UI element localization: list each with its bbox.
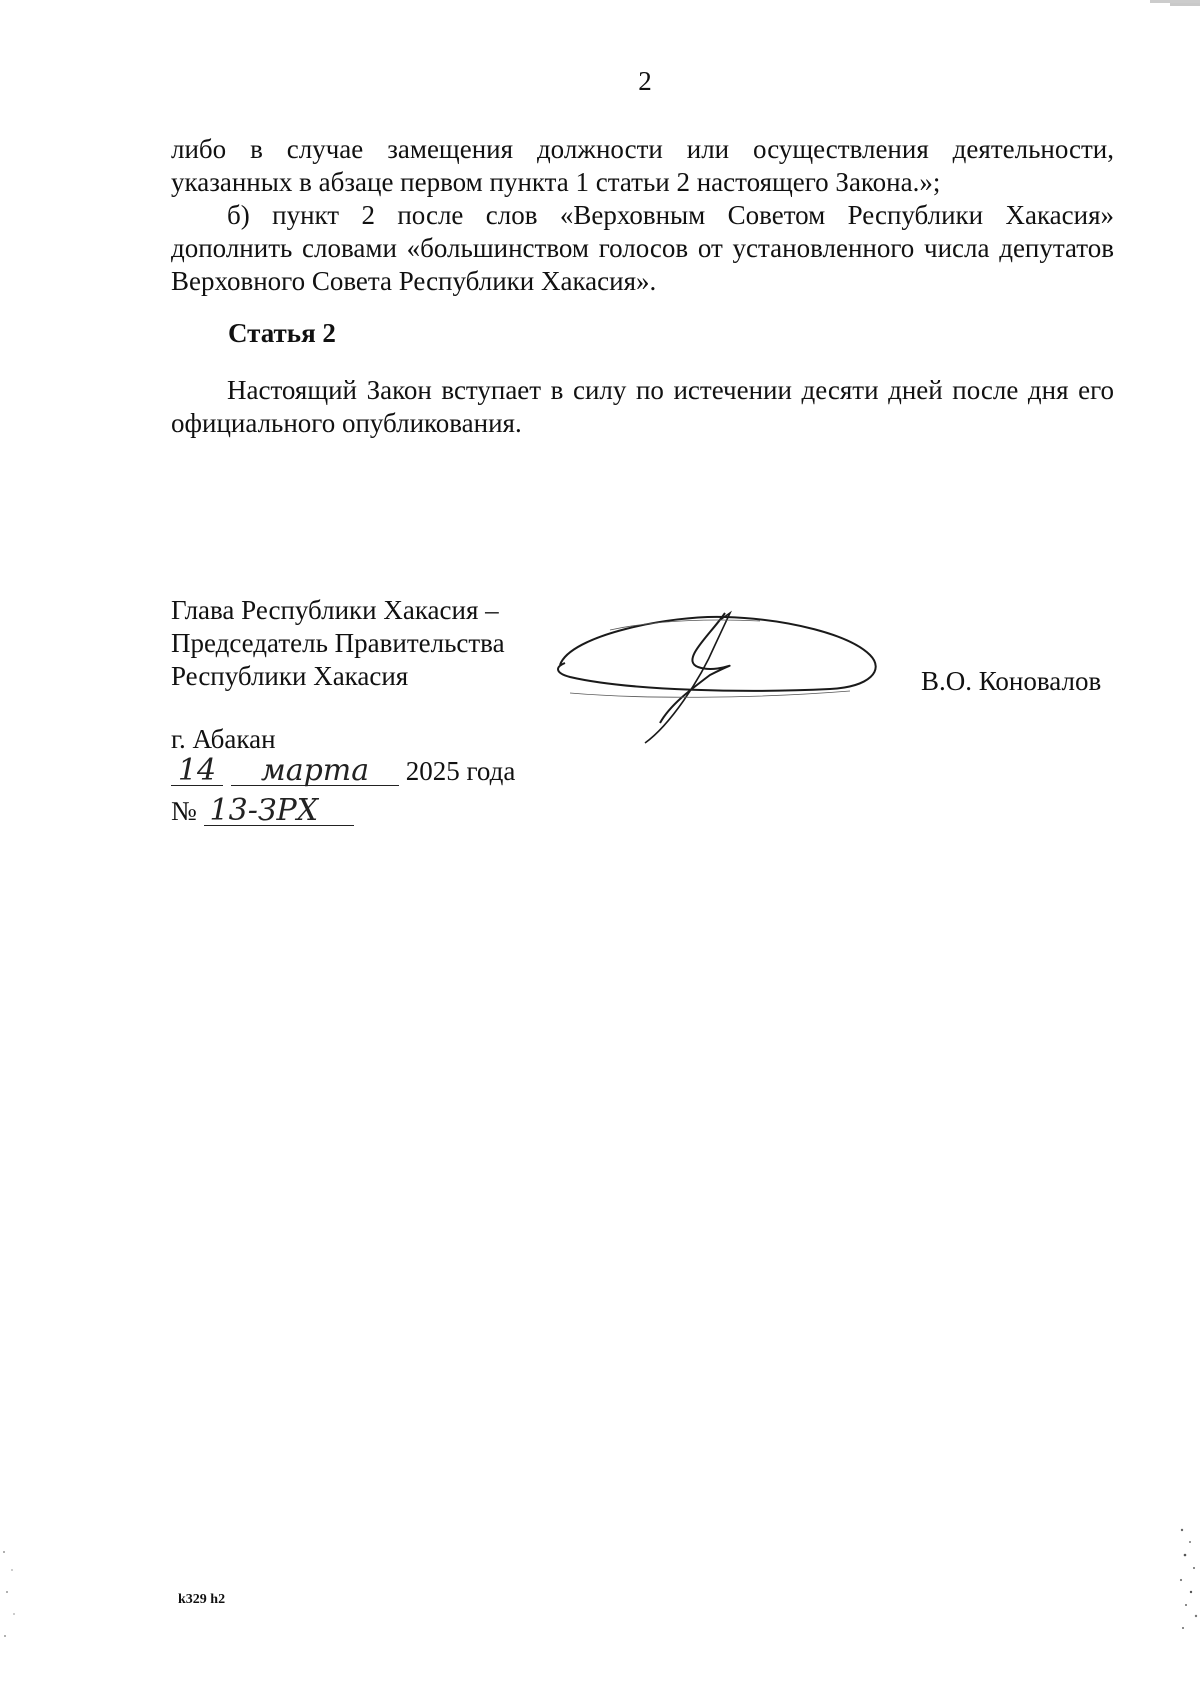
handwritten-day: 14 bbox=[171, 757, 223, 786]
article-heading: Статья 2 bbox=[228, 318, 336, 348]
date-year: 2025 года bbox=[405, 756, 516, 786]
body-text-article-2 bbox=[171, 374, 1114, 440]
signer-name: В.О. Коновалов bbox=[921, 666, 1102, 696]
scan-noise-left-edge bbox=[0, 1540, 20, 1660]
paragraph-effective-date: Настоящий Закон вступает в силу по истечении десяти дней после дня его официального опубликования. bbox=[171, 375, 1114, 438]
date-line bbox=[171, 753, 516, 788]
body-text-top bbox=[171, 133, 1114, 298]
place: г. Абакан bbox=[171, 724, 276, 754]
handwritten-signature bbox=[550, 605, 890, 755]
number-prefix: № bbox=[171, 796, 197, 826]
signatory-title-line3: Республики Хакасия bbox=[171, 661, 409, 691]
footer-code: k329 h2 bbox=[178, 1592, 226, 1607]
handwritten-month: марта bbox=[231, 757, 399, 786]
page-number: 2 bbox=[638, 66, 652, 96]
signatory-title-line1: Глава Республики Хакасия – bbox=[171, 595, 499, 625]
handwritten-law-number: 13-ЗРХ bbox=[204, 797, 354, 826]
paragraph-continuation: либо в случае замещения должности или осуществления деятельности, указанных в абзаце первом пункта 1 статьи 2 настоящего Закона.»; bbox=[171, 134, 1114, 197]
law-number-line bbox=[171, 793, 354, 828]
signatory-title bbox=[171, 594, 551, 693]
paragraph-b: б) пункт 2 после слов «Верховным Советом Республики Хакасия» дополнить словами «большинством голосов от установленного числа депутатов Верховного Совета Республики Хакасия». bbox=[171, 200, 1114, 296]
scan-noise-right-edge bbox=[1176, 1520, 1200, 1640]
signatory-title-line2: Председатель Правительства bbox=[171, 628, 505, 658]
scan-noise-top-right bbox=[1150, 0, 1200, 12]
